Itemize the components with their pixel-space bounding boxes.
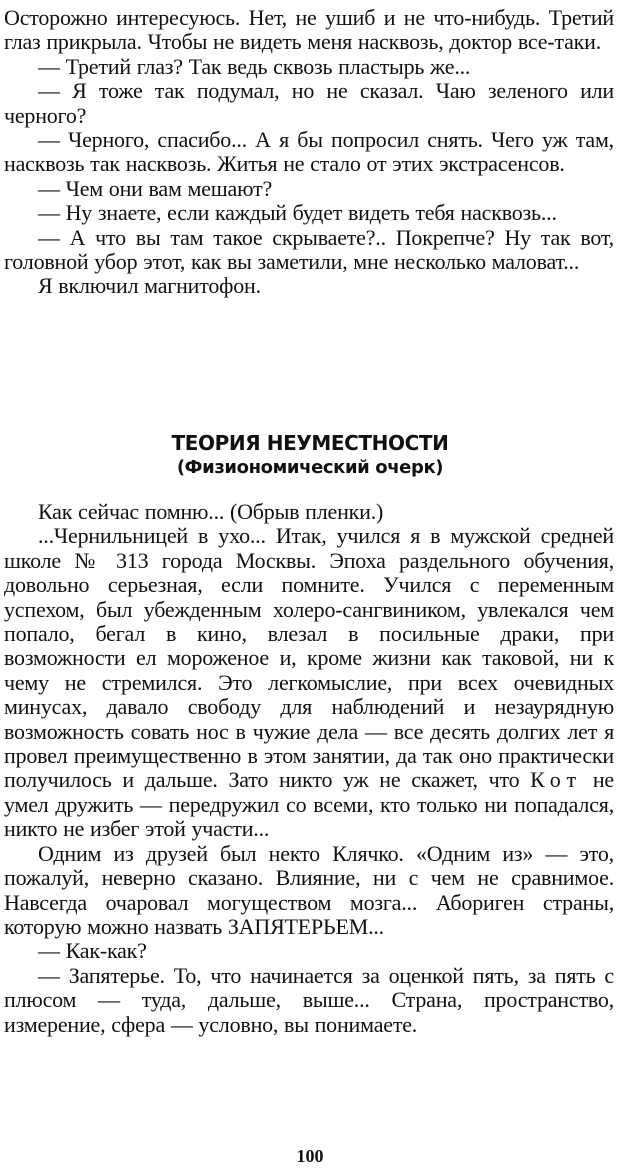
paragraph: — А что вы там такое скрываете?.. Покрепче? Ну так вот, головной убор этот, как вы заметили, мне несколько маловат... <box>4 224 614 275</box>
paragraph: — Ну знаете, если каждый будет видеть тебя насквозь... <box>38 200 557 226</box>
paragraph: Как сейчас помню... (Обрыв пленки.) <box>38 499 384 524</box>
paragraph: — Третий глаз? Так ведь сквозь пластырь же... <box>38 53 471 79</box>
text-block-bottom <box>4 500 614 1037</box>
paragraph-text: ...Чернильницей в ухо... Итак, учился я в мужской средней школе № 313 города Москвы. Эпоха раздельного обучения, довольно серьезная, если помните. Учился с переменным успехом, был убежденным холеро-сангвиником, увлекался чем попало, бегал в кино, влезал в посильные драки, при возможности ел мороженое и, кроме жизни как таковой, ни к чему не стремился. Это легкомыслие, при всех очевидных минусах, давало свободу для наблюдений и незаурядную возможность совать нос в чужие дела — все десять долгих лет я провел преимущественно в этом занятии, да так оно практически получилось и дальше. Зато никто уж не скажет, что <box>4 523 614 793</box>
text-block-top <box>4 6 614 299</box>
paragraph: — Как-как? <box>38 938 147 964</box>
page-number: 100 <box>296 1146 324 1166</box>
spaced-name: Кот <box>530 767 583 793</box>
paragraph: Я включил магнитофон. <box>38 273 261 299</box>
paragraph: Осторожно интересуюсь. Нет, не ушиб и не что-нибудь. Третий глаз прикрыла. Чтобы не видеть меня насквозь, доктор все-таки. <box>4 5 614 55</box>
paragraph: — Чем они вам мешают? <box>38 175 273 201</box>
paragraph: — Запятерье. То, что начинается за оценкой пять, за пять с плюсом — туда, дальше, выше... Страна, пространство, измерение, сфера — условно, вы понимаете. <box>4 962 614 1037</box>
paragraph <box>4 524 614 841</box>
paragraph-text: не умел дружить — передружил со всеми, кто только ни попадался, никто не избег этой участи... <box>4 767 614 842</box>
chapter-title: ТЕОРИЯ НЕУМЕСТНОСТИ <box>171 431 449 455</box>
paragraph: — Черного, спасибо... А я бы попросил снять. Чего уж там, насквозь так насквозь. Житья не стало от этих экстрасенсов. <box>4 127 614 177</box>
chapter-subtitle: (Физиономический очерк) <box>176 457 444 478</box>
paragraph: — Я тоже так подумал, но не сказал. Чаю зеленого или черного? <box>4 78 614 128</box>
paragraph: Одним из друзей был некто Клячко. «Одним из» — это, пожалуй, неверно сказано. Влияние, ни с чем не сравнимое. Навсегда очаровал могуществом мозга... Абориген страны, которую можно назвать ЗАПЯТЕРЬЕМ... <box>4 840 614 939</box>
